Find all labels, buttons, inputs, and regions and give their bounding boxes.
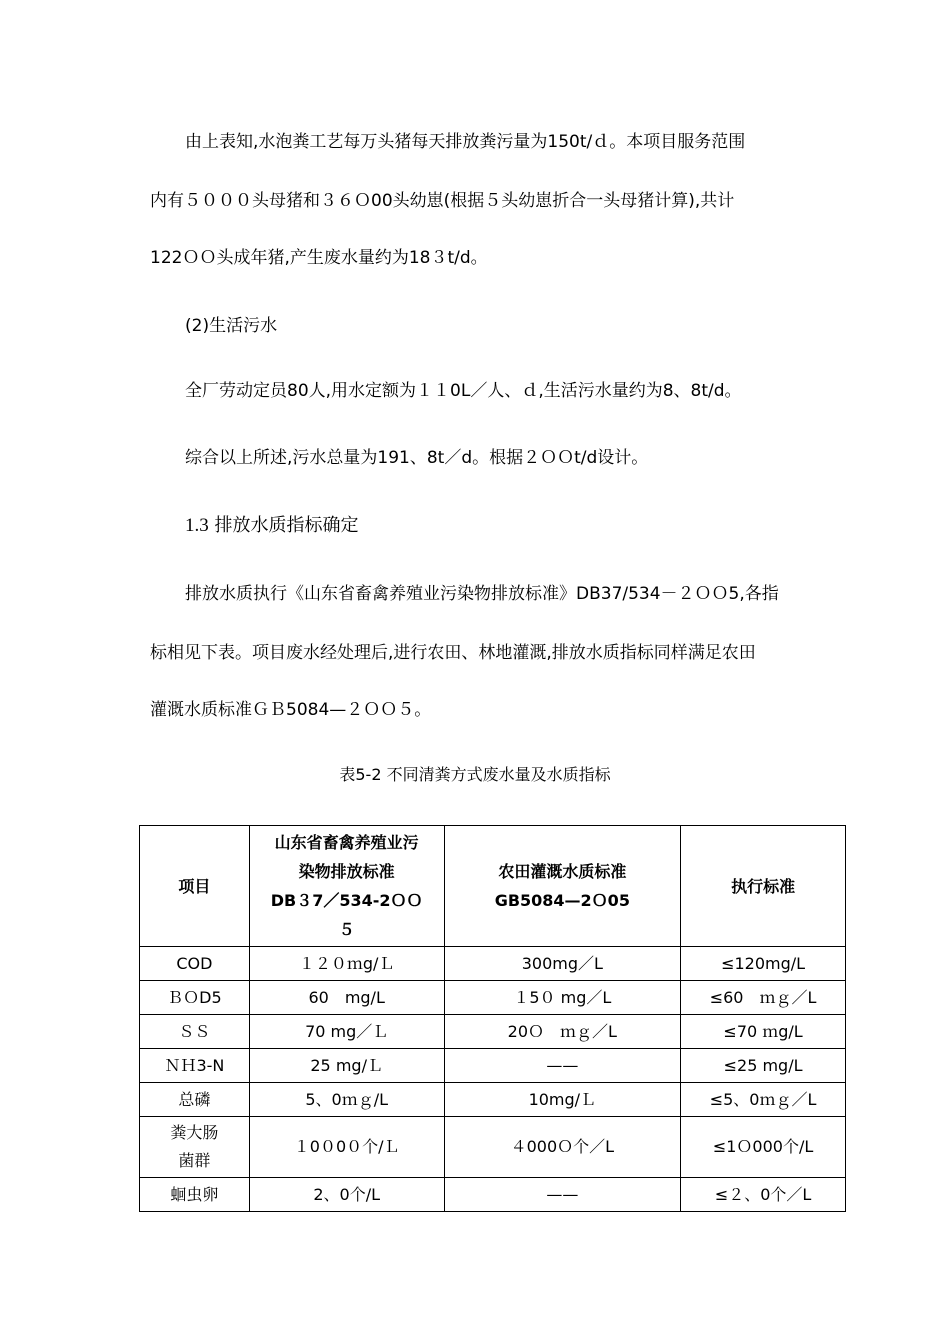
- cell-item: 粪大肠 菌群: [140, 1117, 250, 1178]
- cell-shandong: 5、0ｍｇ/L: [249, 1083, 444, 1117]
- cell-exec: ≤70 ｍg/L: [681, 1015, 846, 1049]
- paragraph-line: 由上表知,水泡粪工艺每万头猪每天排放粪污量为150t/ｄ。本项目服务范围: [185, 132, 746, 152]
- section-number: 1.3: [185, 515, 209, 536]
- paragraph-line: 内有５０００头母猪和３６Ｏ00头幼崽(根据５头幼崽折合一头母猪计算),共计: [150, 191, 735, 211]
- cell-exec: ≤1Ｏ000个/L: [681, 1117, 846, 1178]
- table-row: [140, 981, 846, 1015]
- header-item: 项目: [140, 826, 250, 947]
- paragraph-line: 标相见下表。项目废水经处理后,进行农田、林地灌溉,排放水质指标同样满足农田: [150, 643, 756, 663]
- cell-farmland: ４000Ｏ个／L: [444, 1117, 681, 1178]
- paragraph-line: 灌溉水质标准ＧＢ5084—２ＯＯ５。: [150, 700, 432, 720]
- water-quality-table: [139, 825, 846, 1212]
- cell-item: 蛔虫卵: [140, 1178, 250, 1212]
- header-shandong-standard: 山东省畜禽养殖业污 染物排放标准 DB３7／534-2ＯＯ ５: [249, 826, 444, 947]
- paragraph-line: 122ＯＯ头成年猪,产生废水量约为18３t/d。: [150, 248, 488, 268]
- cell-farmland: 20Ｏ ｍｇ／L: [444, 1015, 681, 1049]
- header-exec-standard: 执行标准: [681, 826, 846, 947]
- cell-shandong: １0０0０个/Ｌ: [249, 1117, 444, 1178]
- cell-shandong: 70 mg／Ｌ: [249, 1015, 444, 1049]
- cell-farmland: ——: [444, 1049, 681, 1083]
- paragraph-line: 综合以上所述,污水总量为191、8t／d。根据２ＯＯt/d设计。: [185, 448, 649, 468]
- cell-farmland: 10mg/Ｌ: [444, 1083, 681, 1117]
- header-farmland-standard: 农田灌溉水质标准 GB5084—2Ｏ05: [444, 826, 681, 947]
- table-row: [140, 1015, 846, 1049]
- table-row: [140, 947, 846, 981]
- table-row: [140, 1117, 846, 1178]
- table-caption: 表5-2 不同清粪方式废水量及水质指标: [339, 765, 611, 784]
- cell-exec: ≤60 ｍｇ／L: [681, 981, 846, 1015]
- table-row: [140, 1049, 846, 1083]
- section-title: 排放水质指标确定: [214, 515, 359, 536]
- table-row: [140, 1178, 846, 1212]
- cell-item: COD: [140, 947, 250, 981]
- cell-exec: ≤120mg/L: [681, 947, 846, 981]
- section-heading: [185, 511, 358, 537]
- paragraph-line: 排放水质执行《山东省畜禽养殖业污染物排放标准》DB37/534－２ＯＯ5,各指: [185, 584, 779, 604]
- cell-item: 总磷: [140, 1083, 250, 1117]
- cell-farmland: １5０ mg／L: [444, 981, 681, 1015]
- cell-shandong: １２０ｍg/Ｌ: [249, 947, 444, 981]
- cell-shandong: 25 mg/Ｌ: [249, 1049, 444, 1083]
- cell-shandong: 2、0个/L: [249, 1178, 444, 1212]
- cell-item: ＮＨ3-N: [140, 1049, 250, 1083]
- cell-item: ＳＳ: [140, 1015, 250, 1049]
- cell-exec: ≤25 mg/L: [681, 1049, 846, 1083]
- cell-shandong: 60 mg/L: [249, 981, 444, 1015]
- table-header-row: [140, 826, 846, 947]
- subheading: (2)生活污水: [185, 316, 278, 336]
- cell-farmland: ——: [444, 1178, 681, 1212]
- cell-farmland: 300mg／L: [444, 947, 681, 981]
- cell-exec: ≤２、0个／L: [681, 1178, 846, 1212]
- cell-item: ＢＯD5: [140, 981, 250, 1015]
- paragraph-line: 全厂劳动定员80人,用水定额为１１0L／人、ｄ,生活污水量约为8、8t/d。: [185, 381, 742, 401]
- table-row: [140, 1083, 846, 1117]
- cell-exec: ≤5、0ｍｇ／L: [681, 1083, 846, 1117]
